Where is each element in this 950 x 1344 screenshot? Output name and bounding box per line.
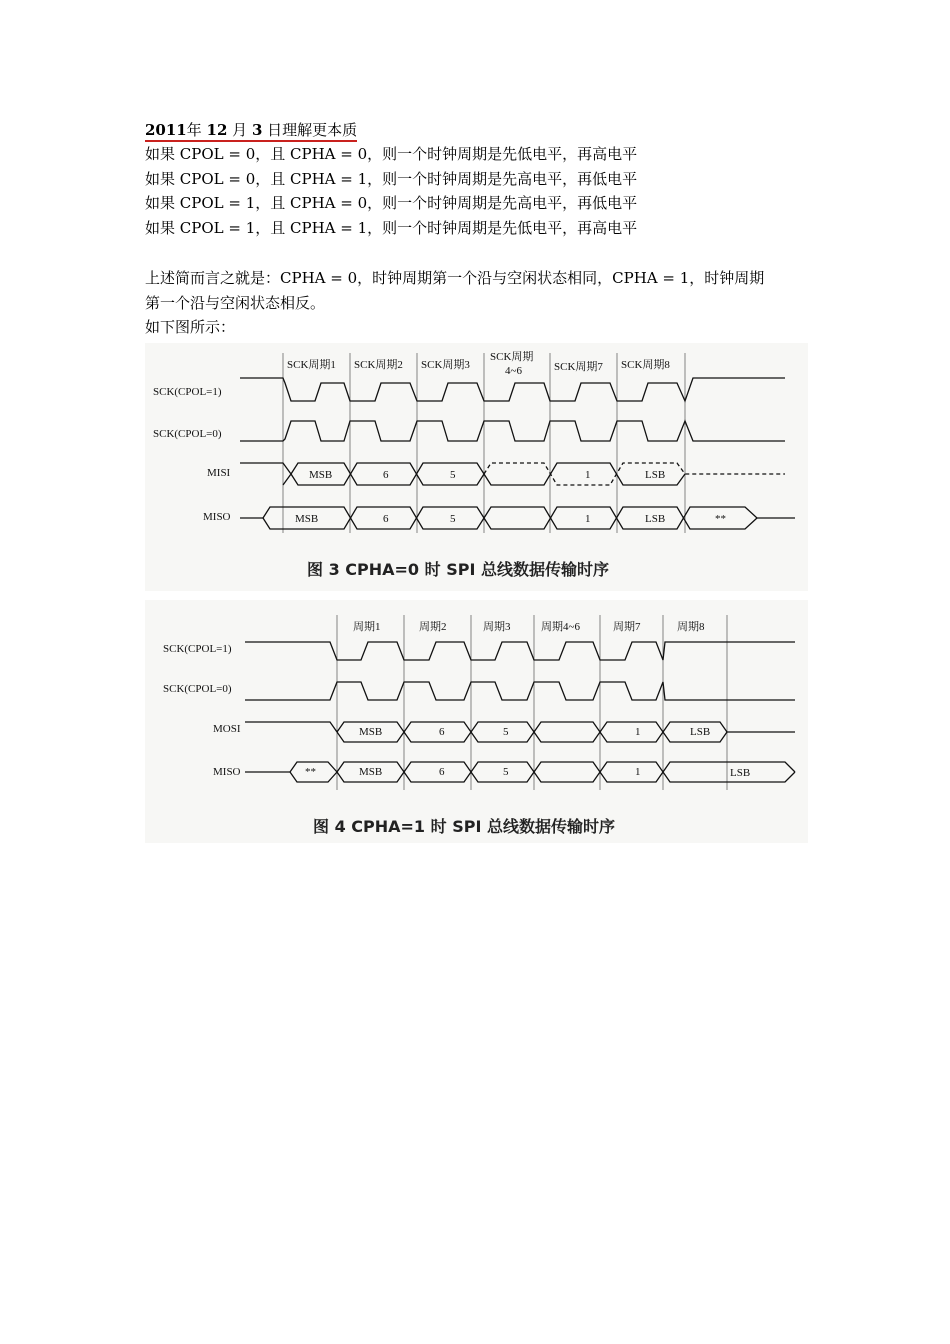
fig3-mosi-dashed-top bbox=[484, 463, 785, 485]
rule-line-4: 如果 CPOL = 1，且 CPHA = 1，则一个时钟周期是先低电平，再高电平 bbox=[145, 219, 638, 237]
fig3-header-2: SCK周期2 bbox=[354, 359, 403, 371]
fig3-header-4b: 4~6 bbox=[505, 365, 522, 377]
figure-4-svg bbox=[145, 600, 808, 843]
fig3-sck-cpol0-waveform bbox=[240, 421, 785, 441]
date-heading bbox=[145, 120, 357, 142]
fig4-mosi-1: 1 bbox=[635, 726, 641, 738]
summary-line-1: 上述简而言之就是：CPHA = 0，时钟周期第一个沿与空闲状态相同，CPHA = 1，时钟周期 bbox=[145, 269, 765, 287]
figure-3-caption: 图 3 CPHA=0 时 SPI 总线数据传输时序 bbox=[307, 560, 609, 579]
heading-month-unit: 月 bbox=[227, 121, 252, 139]
fig4-miso-star: ** bbox=[305, 766, 316, 778]
fig4-header-1: 周期1 bbox=[353, 621, 381, 633]
fig3-miso-6: 6 bbox=[383, 513, 389, 525]
fig4-sck-cpol1-waveform bbox=[245, 642, 795, 660]
fig4-label-sck-cpol0: SCK(CPOL=0) bbox=[163, 683, 232, 695]
fig3-mosi-5: 5 bbox=[450, 469, 456, 481]
fig3-miso-msb: MSB bbox=[295, 513, 319, 525]
fig4-mosi-bus-c bbox=[534, 722, 795, 742]
summary-line-2: 第一个沿与空闲状态相反。 bbox=[145, 294, 326, 312]
heading-rest: 日理解更本质 bbox=[262, 121, 358, 139]
fig4-label-mosi: MOSI bbox=[213, 723, 241, 735]
fig4-miso-star-top bbox=[245, 762, 337, 772]
fig3-miso-star: ** bbox=[715, 513, 726, 525]
fig3-mosi-6: 6 bbox=[383, 469, 389, 481]
fig4-sck-cpol0-waveform bbox=[245, 682, 795, 700]
fig4-mosi-5: 5 bbox=[503, 726, 509, 738]
fig4-header-7: 周期7 bbox=[613, 621, 641, 633]
fig3-label-sck-cpol0: SCK(CPOL=0) bbox=[153, 428, 222, 440]
fig4-miso-lsb: LSB bbox=[730, 767, 751, 779]
fig4-label-miso: MISO bbox=[213, 766, 241, 778]
fig4-mosi-waveform bbox=[245, 722, 795, 742]
fig4-header-4-6: 周期4~6 bbox=[541, 621, 580, 633]
fig3-miso-1: 1 bbox=[585, 513, 591, 525]
fig3-miso-waveform bbox=[240, 507, 795, 529]
figure-4-timing-diagram bbox=[145, 600, 808, 843]
fig3-miso-5: 5 bbox=[450, 513, 456, 525]
fig4-miso-6: 6 bbox=[439, 766, 445, 778]
fig4-mosi-6: 6 bbox=[439, 726, 445, 738]
summary-line-3: 如下图所示： bbox=[145, 318, 236, 336]
fig3-header-1: SCK周期1 bbox=[287, 359, 336, 371]
fig4-header-3: 周期3 bbox=[483, 621, 511, 633]
fig3-label-miso: MISO bbox=[203, 511, 231, 523]
fig3-label-mosi: MISI bbox=[207, 467, 231, 479]
rule-line-3: 如果 CPOL = 1，且 CPHA = 0，则一个时钟周期是先高电平，再低电平 bbox=[145, 194, 638, 212]
fig4-miso-5: 5 bbox=[503, 766, 509, 778]
heading-day: 3 bbox=[251, 121, 263, 139]
fig3-mosi-lsb: LSB bbox=[645, 469, 666, 481]
fig4-miso-bus-d bbox=[534, 762, 795, 782]
heading-month: 12 bbox=[206, 121, 228, 139]
figure-4-caption: 图 4 CPHA=1 时 SPI 总线数据传输时序 bbox=[313, 817, 615, 836]
fig3-period-dividers bbox=[283, 353, 685, 533]
fig3-mosi-1: 1 bbox=[585, 469, 591, 481]
fig3-label-sck-cpol1: SCK(CPOL=1) bbox=[153, 386, 222, 398]
fig4-miso-bus-c bbox=[534, 762, 795, 782]
figure-3-svg bbox=[145, 343, 808, 591]
fig4-miso-waveform bbox=[245, 762, 795, 782]
rule-line-2: 如果 CPOL = 0，且 CPHA = 1，则一个时钟周期是先高电平，再低电平 bbox=[145, 170, 638, 188]
fig3-mosi-msb: MSB bbox=[309, 469, 333, 481]
fig4-miso-1: 1 bbox=[635, 766, 641, 778]
fig4-mosi-lsb: LSB bbox=[690, 726, 711, 738]
fig4-mosi-msb: MSB bbox=[359, 726, 383, 738]
fig4-header-8: 周期8 bbox=[677, 621, 705, 633]
rule-line-1: 如果 CPOL = 0，且 CPHA = 0，则一个时钟周期是先低电平，再高电平 bbox=[145, 145, 638, 163]
fig3-header-4a: SCK周期 bbox=[490, 351, 534, 363]
fig3-header-7: SCK周期7 bbox=[554, 361, 603, 373]
figure-3-timing-diagram bbox=[145, 343, 808, 591]
fig4-label-sck-cpol1: SCK(CPOL=1) bbox=[163, 643, 232, 655]
fig3-miso-lsb: LSB bbox=[645, 513, 666, 525]
fig3-header-3: SCK周期3 bbox=[421, 359, 470, 371]
heading-year: 2011 bbox=[145, 121, 187, 139]
fig4-header-2: 周期2 bbox=[419, 621, 447, 633]
fig3-sck-cpol1-waveform bbox=[240, 378, 785, 401]
fig4-miso-msb: MSB bbox=[359, 766, 383, 778]
heading-year-unit: 年 bbox=[186, 121, 207, 139]
fig4-mosi-start bbox=[245, 722, 337, 732]
fig3-header-8: SCK周期8 bbox=[621, 359, 670, 371]
